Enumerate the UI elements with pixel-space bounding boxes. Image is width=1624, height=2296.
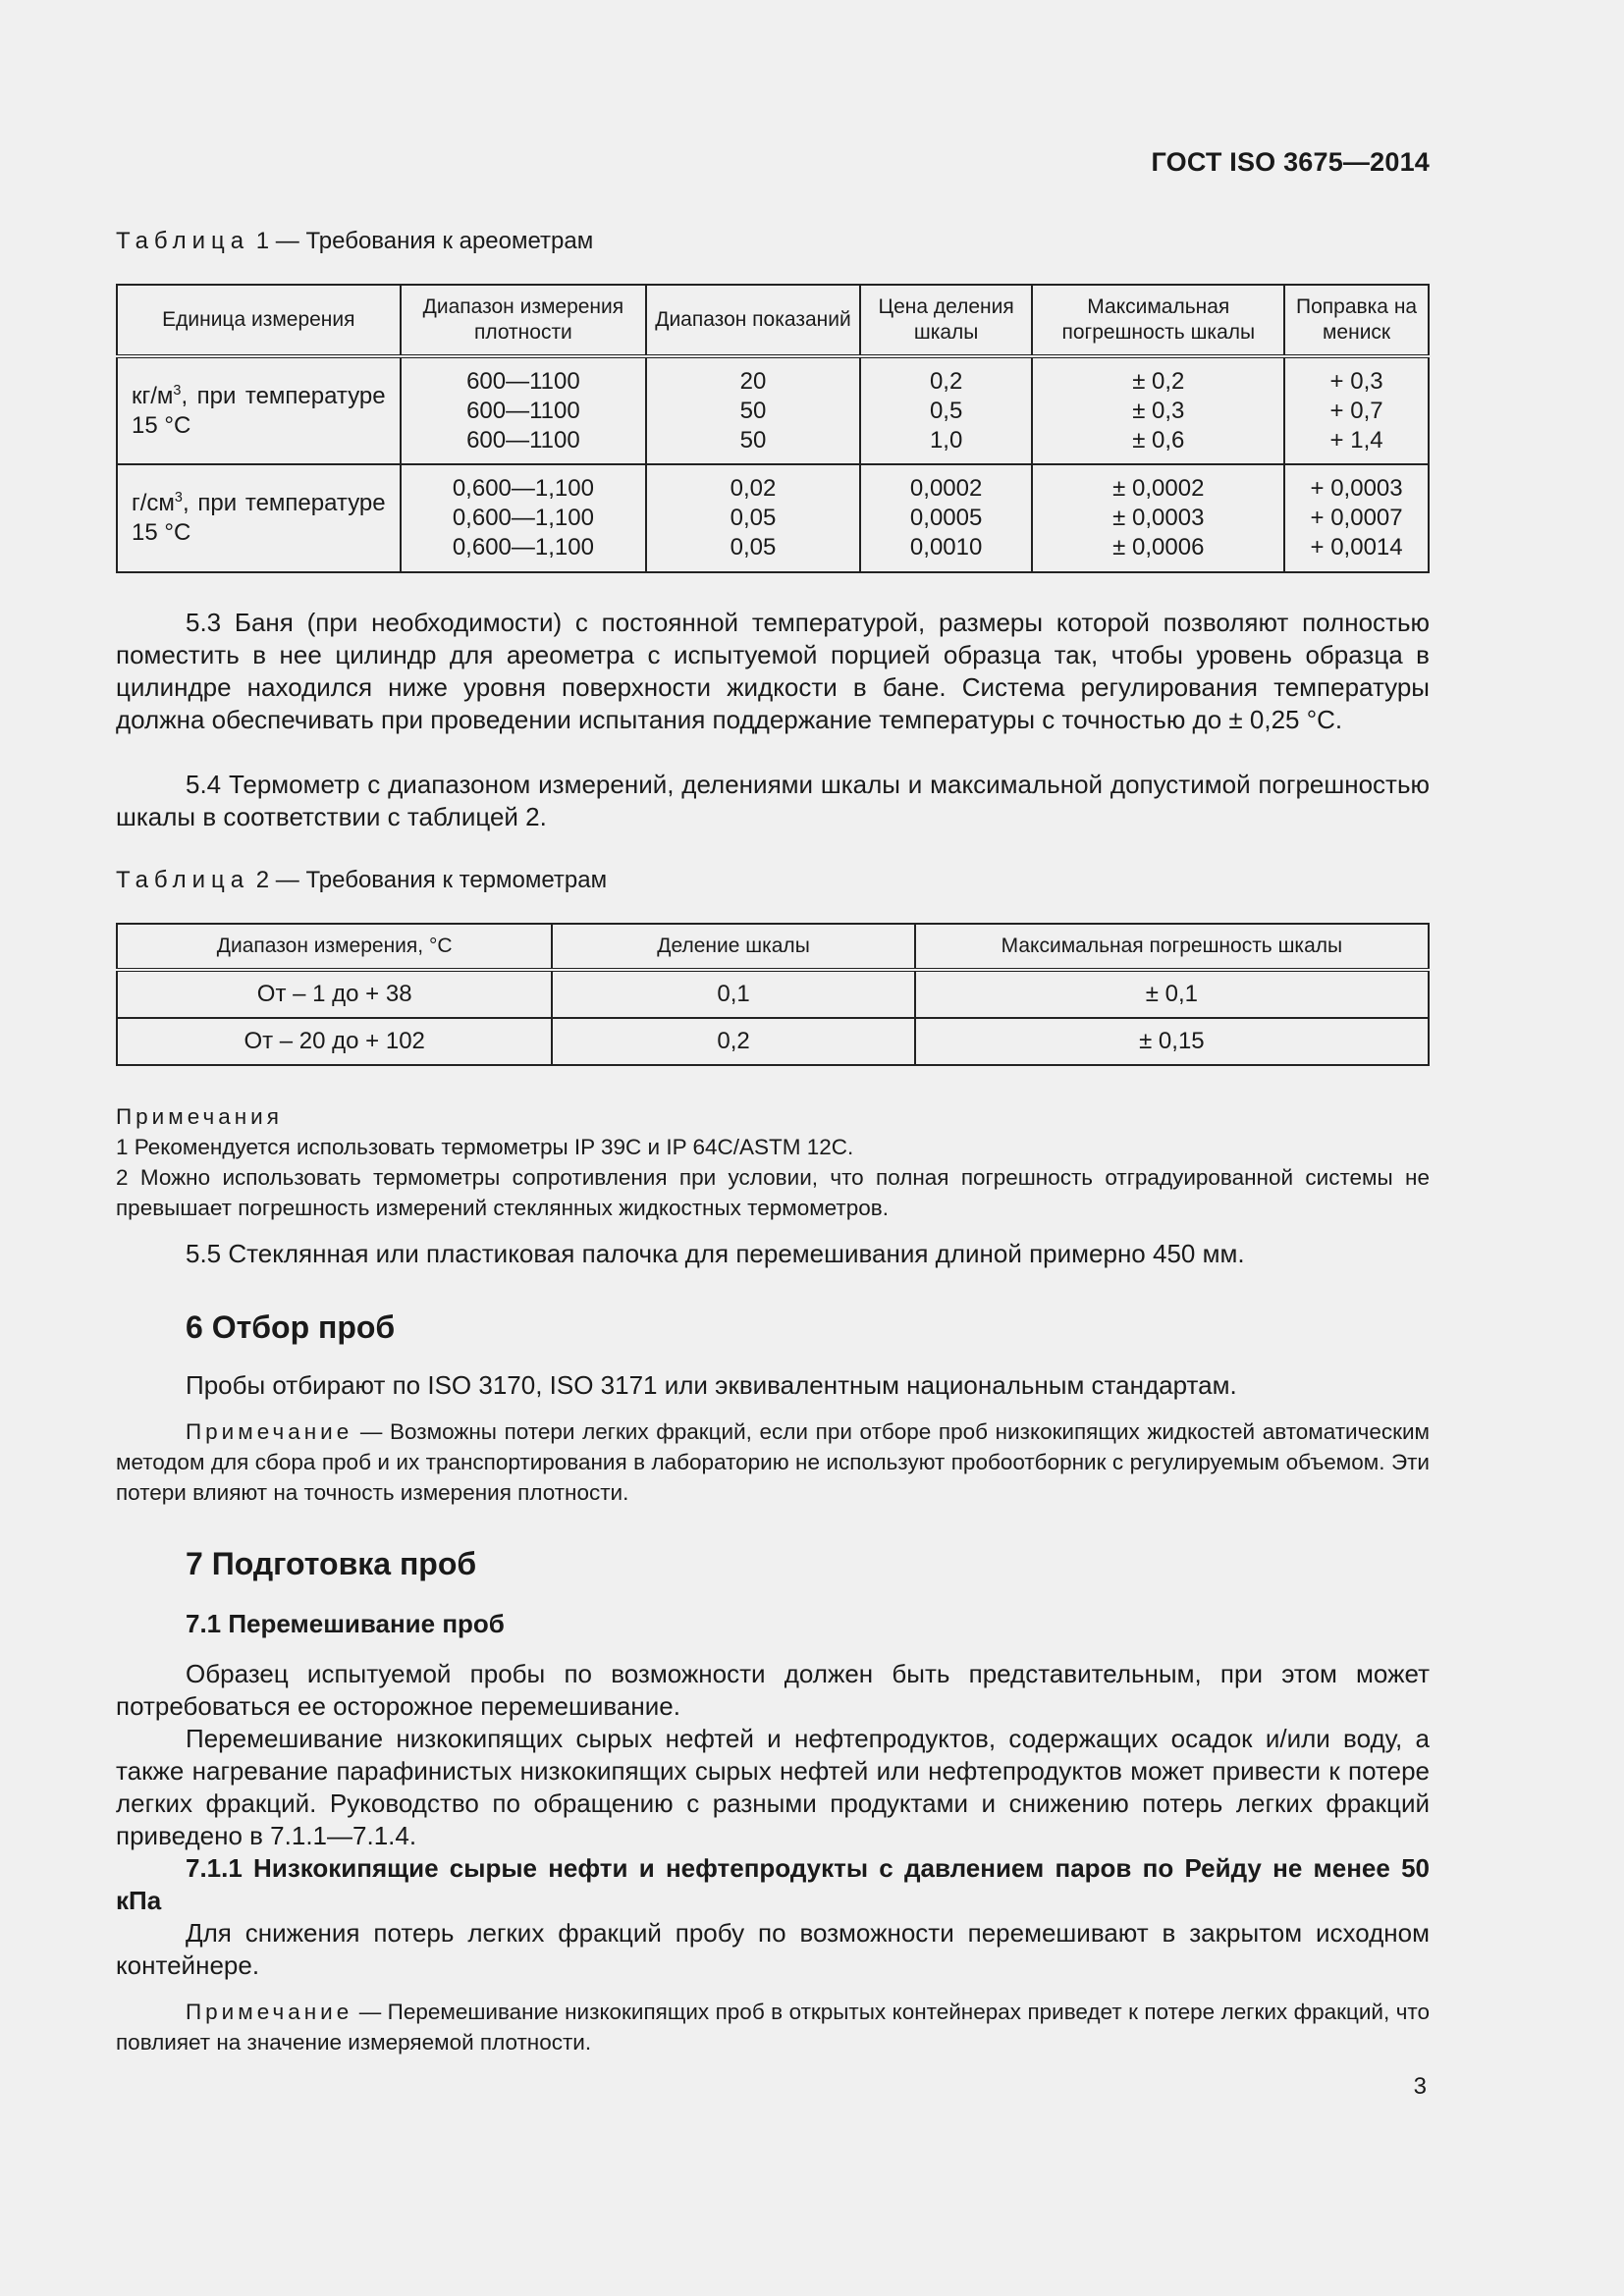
table1-header-meniscus: Поправка на мениск <box>1284 285 1429 356</box>
table-row <box>117 356 1429 464</box>
table1-cell-density-range: 0,600—1,100 0,600—1,100 0,600—1,100 <box>401 464 647 572</box>
section-6-note <box>116 1416 1430 1508</box>
table2-cell-max-error: ± 0,1 <box>915 970 1429 1018</box>
table1-cell-reading-range: 0,02 0,05 0,05 <box>646 464 860 572</box>
section-6-heading: 6 Отбор проб <box>186 1309 396 1345</box>
table1-cell-max-error: ± 0,2 ± 0,3 ± 0,6 <box>1032 356 1284 464</box>
table1-header-row <box>117 285 1429 356</box>
table1-header-density-range: Диапазон измерения плотности <box>401 285 647 356</box>
paragraph-5-5: 5.5 Стеклянная или пластиковая палочка для перемешивания длиной примерно 450 мм. <box>186 1239 1245 1268</box>
table2-header-row <box>117 924 1429 970</box>
table1-header-reading-range: Диапазон показаний <box>646 285 860 356</box>
note-word: Примечание <box>186 2000 353 2024</box>
table1-header-division: Цена деления шкалы <box>860 285 1033 356</box>
note-text: — Возможны потери легких фракций, если при отборе проб низкокипящих жидкостей автоматическим методом для сбора проб и их транспортирования в лабораторию не используют пробоотборник с регулируемым объемом. Эти потери влияют на точность измерения плотности. <box>116 1419 1430 1505</box>
note-2: 2 Можно использовать термометры сопротивления при условии, что полная погрешность отградуированной системы не превышает погрешность измерений стеклянных жидкостных термометров. <box>116 1165 1430 1220</box>
table1-caption-text: 1 — Требования к ареометрам <box>249 228 594 254</box>
unit-text: кг/м <box>132 382 174 409</box>
table1-cell-meniscus: + 0,3 + 0,7 + 1,4 <box>1284 356 1429 464</box>
table1-cell-unit <box>117 464 401 572</box>
subsection-7-1-1-heading: 7.1.1 Низкокипящие сырые нефти и нефтепродукты с давлением паров по Рейду не менее 50 кПа <box>116 1853 1430 1915</box>
table2-cell-max-error: ± 0,15 <box>915 1018 1429 1065</box>
section-7-heading: 7 Подготовка проб <box>186 1546 477 1581</box>
section-6-text: Пробы отбирают по ISO 3170, ISO 3171 или эквивалентным национальным стандартам. <box>186 1370 1237 1400</box>
table2-cell-range: От – 20 до + 102 <box>117 1018 552 1065</box>
table-thermometers <box>116 923 1430 1066</box>
table1-cell-reading-range: 20 50 50 <box>646 356 860 464</box>
section-7-1-paragraph-1: Образец испытуемой пробы по возможности должен быть представительным, при этом может потребоваться ее осторожное перемешивание. <box>116 1659 1430 1721</box>
paragraph-5-3: 5.3 Баня (при необходимости) с постоянной температурой, размеры которой позволяют полностью поместить в нее цилиндр для ареометра с испытуемой порцией образца так, чтобы уровень образца в цилиндре находился ниже уровня поверхности жидкости в бане. Система регулирования температуры должна обеспечивать при проведении испытания поддержание температуры с точностью до ± 0,25 °C. <box>116 608 1430 734</box>
table1-cell-density-range: 600—1100 600—1100 600—1100 <box>401 356 647 464</box>
table2-header-range: Диапазон измерения, °С <box>117 924 552 970</box>
table1-cell-unit <box>117 356 401 464</box>
section-7-note <box>116 1997 1430 2057</box>
table2-cell-division: 0,2 <box>552 1018 914 1065</box>
page-number: 3 <box>1413 2073 1427 2100</box>
unit-superscript: 3 <box>173 382 182 399</box>
table2-caption <box>116 867 607 894</box>
table2-caption-text: 2 — Требования к термометрам <box>249 867 608 893</box>
notes-title: Примечания <box>116 1104 283 1129</box>
table1-cell-division: 0,2 0,5 1,0 <box>860 356 1033 464</box>
table2-header-division: Деление шкалы <box>552 924 914 970</box>
table-row <box>117 464 1429 572</box>
table1-cell-division: 0,0002 0,0005 0,0010 <box>860 464 1033 572</box>
table1-cell-max-error: ± 0,0002 ± 0,0003 ± 0,0006 <box>1032 464 1284 572</box>
document-header: ГОСТ ISO 3675—2014 <box>1151 147 1430 177</box>
subsection-7-1-heading: 7.1 Перемешивание проб <box>186 1609 505 1638</box>
table1-header-unit: Единица измерения <box>117 285 401 356</box>
table1-cell-meniscus: + 0,0003 + 0,0007 + 0,0014 <box>1284 464 1429 572</box>
section-7-1-paragraph-2: Перемешивание низкокипящих сырых нефтей и нефтепродуктов, содержащих осадок и/или воду, а также нагревание парафинистых низкокипящих сырых нефтей или нефтепродуктов может привести к потере легких фракций. Руководство по обращению с разными продуктами и снижению потерь легких фракций приведено в 7.1.1—7.1.4. <box>116 1724 1430 1850</box>
table1-caption <box>116 228 593 255</box>
table1-caption-word: Таблица <box>116 228 250 254</box>
note-word: Примечание <box>186 1419 353 1444</box>
table-row <box>117 1018 1429 1065</box>
note-text: — Перемешивание низкокипящих проб в открытых контейнерах приведет к потере легких фракций, что повлияет на значение измеряемой плотности. <box>116 2000 1430 2055</box>
unit-text: , при температуре 15 °C <box>132 490 386 546</box>
table2-cell-division: 0,1 <box>552 970 914 1018</box>
paragraph-5-4: 5.4 Термометр с диапазоном измерений, делениями шкалы и максимальной допустимой погрешностью шкалы в соответствии с таблицей 2. <box>116 770 1430 831</box>
unit-text: , при температуре 15 °C <box>132 382 386 439</box>
table2-cell-range: От – 1 до + 38 <box>117 970 552 1018</box>
section-7-1-1-paragraph: Для снижения потерь легких фракций пробу по возможности перемешивают в закрытом исходном контейнере. <box>116 1918 1430 1980</box>
table2-header-max-error: Максимальная погрешность шкалы <box>915 924 1429 970</box>
note-1: 1 Рекомендуется использовать термометры IP 39C и IP 64C/ASTM 12C. <box>116 1135 854 1159</box>
unit-text: г/см <box>132 490 175 516</box>
table-hydrometers <box>116 284 1430 573</box>
table1-header-max-error: Максимальная погрешность шкалы <box>1032 285 1284 356</box>
unit-superscript: 3 <box>174 490 183 506</box>
table2-caption-word: Таблица <box>116 867 250 893</box>
table-row <box>117 970 1429 1018</box>
